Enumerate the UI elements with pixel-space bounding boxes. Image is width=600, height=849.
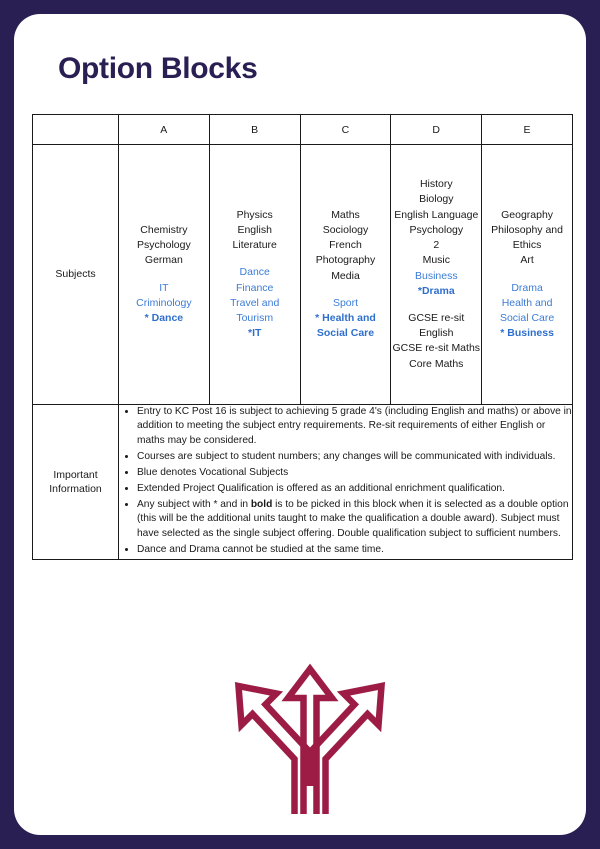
column-header-d: D [391, 115, 482, 145]
subject-item: Biology [419, 193, 454, 206]
information-bullet: • Extended Project Qualification is offered as an additional enrichment qualification. [137, 482, 572, 496]
subject-item-vocational: Finance [236, 281, 274, 294]
subject-item-double-option: * Business [500, 327, 554, 340]
subjects-cell-e [482, 145, 573, 405]
subject-item: German [144, 254, 183, 267]
subject-item-double-option: *IT [247, 327, 262, 340]
information-bullet: • Entry to KC Post 16 is subject to achieving 5 grade 4's (including English and maths) or above in addition to meeting the subject entry requirements. Re-sit requirements of either English or maths may be considered. [137, 405, 572, 448]
subject-item-vocational: Business [414, 269, 458, 282]
subject-item-vocational: Tourism [236, 311, 274, 324]
subject-item: Chemistry [140, 223, 188, 236]
subject-item-double-option: Social Care [316, 327, 375, 340]
subject-item-vocational: Dance [239, 266, 270, 279]
subjects-cell-b [209, 145, 300, 405]
subject-item: Sociology [322, 223, 369, 236]
subject-item: Physics [236, 208, 273, 221]
page-title: Option Blocks [58, 52, 258, 85]
subject-item: History [419, 178, 453, 191]
subject-item: GCSE re-sit Maths [392, 342, 481, 355]
option-blocks-table [32, 114, 573, 560]
table-corner-cell [33, 115, 119, 145]
subject-item-vocational: Sport [332, 296, 359, 309]
subjects-row [33, 145, 573, 405]
subject-item-vocational: IT [159, 281, 169, 294]
subject-item: Maths [331, 208, 360, 221]
academic-list-c [301, 208, 391, 284]
subject-item: Geography [501, 208, 554, 221]
information-bullet: • Any subject with * and in bold is to be picked in this block when it is selected as a double option (this will be the additional units taught to make the qualification a double award). Subject must have selected as the single subject offering. Double qualification subject to sufficient numbers. [137, 498, 572, 541]
subject-item-vocational: Criminology [136, 296, 192, 309]
subject-item: Literature [232, 239, 277, 252]
column-header-c: C [300, 115, 391, 145]
table-header-row [33, 115, 573, 145]
subject-item: English Language [394, 208, 479, 221]
subject-item-double-option: * Dance [144, 311, 184, 324]
subject-item: Ethics [512, 239, 542, 252]
resit-list-d [391, 311, 481, 372]
subject-item-vocational: Drama [511, 281, 543, 294]
subject-item: Media [331, 269, 360, 282]
subject-item: French [329, 239, 362, 252]
vocational-list-a [119, 281, 209, 327]
column-header-a: A [119, 115, 210, 145]
academic-list-d [391, 177, 481, 268]
subject-item: Psychology [137, 239, 191, 252]
subject-item: English [237, 223, 272, 236]
subjects-cell-c [300, 145, 391, 405]
subject-item: Art [520, 254, 534, 267]
vocational-list-e [482, 281, 572, 342]
column-header-b: B [209, 115, 300, 145]
academic-list-a [119, 223, 209, 269]
important-information-list [119, 405, 572, 557]
subject-item-double-option: *Drama [417, 284, 455, 297]
subject-item-vocational: Social Care [499, 311, 555, 324]
information-bullet: • Blue denotes Vocational Subjects [137, 466, 572, 480]
row-label-subjects: Subjects [33, 145, 119, 405]
academic-list-b [210, 208, 300, 254]
information-bullet: • Courses are subject to student numbers; any changes will be communicated with individuals. [137, 450, 572, 464]
subject-item: GCSE re-sit [408, 311, 465, 324]
subjects-cell-a [119, 145, 210, 405]
academic-list-e [482, 208, 572, 269]
subject-item: Photography [315, 254, 376, 267]
vocational-list-d [391, 269, 481, 299]
column-header-e: E [482, 115, 573, 145]
subject-item: English [419, 327, 454, 340]
vocational-list-b [210, 265, 300, 341]
subject-item: Philosophy and [491, 223, 563, 236]
subject-item: Music [422, 254, 450, 267]
content-card [14, 14, 586, 835]
subject-item-vocational: Health and [501, 296, 553, 309]
important-information-row [33, 405, 573, 560]
important-information-cell [119, 405, 573, 560]
three-way-arrow-icon [210, 636, 410, 821]
subject-item-double-option: * Health and [315, 311, 376, 324]
subject-item: Psychology [409, 223, 464, 236]
subject-item: Core Maths [409, 357, 464, 370]
row-label-important-information: Important Information [33, 405, 119, 560]
subjects-cell-d [391, 145, 482, 405]
subject-item-vocational: Travel and [230, 296, 280, 309]
information-bullet: • Dance and Drama cannot be studied at the same time. [137, 543, 572, 557]
subject-item: 2 [433, 239, 440, 252]
vocational-list-c [301, 296, 391, 342]
